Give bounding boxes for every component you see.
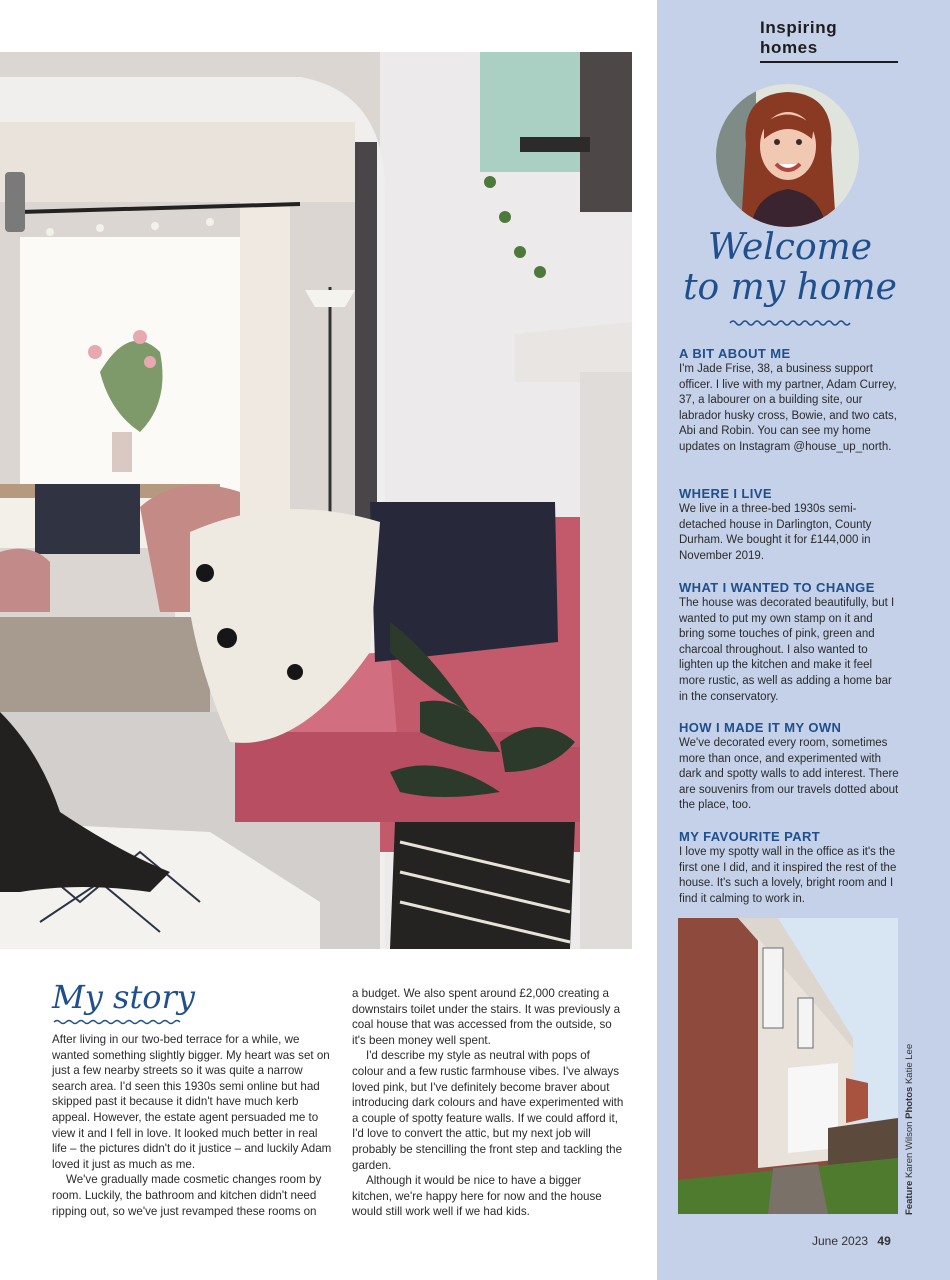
credit-feature-name: Karen Wilson — [904, 1121, 915, 1179]
page-number: 49 — [877, 1234, 891, 1248]
welcome-title — [672, 228, 908, 308]
bio-heading: MY FAVOURITE PART — [679, 829, 821, 844]
bio-text: I'm Jade Frise, 38, a business support officer. I live with my partner, Adam Currey, 37, a labourer on a building site, our labrador husky cross, Bowie, and two cats, Abi and Robin. You can see my home updates on Instagram @house_up_north. — [679, 363, 897, 453]
bio-heading: HOW I MADE IT MY OWN — [679, 720, 842, 735]
section-tag: Inspiring homes — [760, 18, 898, 63]
title-underline — [52, 1018, 184, 1026]
living-room-photo — [0, 52, 632, 949]
story-paragraph: I'd describe my style as neutral with pops of colour and a few rustic farmhouse vibes. I've always loved pink, but I've definitely become braver about introducing dark colours and have experimented with a couple of spotty feature walls. If we could afford it, I'd love to convert the attic, but my next job will probably be stencilling the front step and tackling the garden. — [352, 1049, 624, 1172]
bio-about-me — [679, 346, 901, 456]
bio-heading: A BIT ABOUT ME — [679, 346, 791, 361]
bio-heading: WHAT I WANTED TO CHANGE — [679, 580, 875, 595]
bio-what-i-wanted — [679, 580, 901, 705]
story-column-left — [52, 1032, 334, 1219]
bio-text: We've decorated every room, sometimes more than once, and experimented with dark and spotty walls to add interest. There are souvenirs from our travels dotted about the place, too. — [679, 737, 899, 812]
bio-how-i-made-it — [679, 720, 901, 814]
bio-heading: WHERE I LIVE — [679, 486, 772, 501]
photo-credit — [904, 1044, 915, 1215]
story-paragraph: We've gradually made cosmetic changes room by room. Luckily, the bathroom and kitchen didn't need ripping out, so we've just revamped these rooms on — [52, 1173, 322, 1218]
house-exterior-photo — [678, 918, 898, 1214]
credit-feature-label: Feature — [904, 1180, 915, 1215]
story-column-right — [352, 986, 624, 1220]
story-paragraph: Although it would be nice to have a bigger kitchen, we're happy here for now and the house would still work well if we had kids. — [352, 1174, 602, 1219]
welcome-line-2: to my home — [683, 267, 897, 308]
issue-date: June 2023 — [812, 1234, 869, 1248]
page-footer — [812, 1234, 891, 1248]
profile-photo — [716, 84, 859, 227]
bio-favourite-part — [679, 829, 901, 907]
bio-text: The house was decorated beautifully, but I wanted to put my own stamp on it and bring some touches of pink, green and charcoal throughout. I also wanted to lighten up the kitchen and make it feel more rustic, as well as adding a home bar in the conservatory. — [679, 597, 895, 703]
story-paragraph: a budget. We also spent around £2,000 creating a downstairs toilet under the stairs. It was previously a coal house that was accessed from the outside, so it's been money well spent. — [352, 987, 621, 1047]
bio-text: We live in a three-bed 1930s semi-detached house in Darlington, County Durham. We bought it for £144,000 in November 2019. — [679, 503, 872, 562]
bio-text: I love my spotty wall in the office as it's the first one I did, and it inspired the rest of the house. It's such a lovely, bright room and I find it calming to work in. — [679, 846, 897, 905]
credit-photos-label: Photos — [904, 1086, 915, 1119]
bio-where-i-live — [679, 486, 901, 564]
story-title: My story — [52, 978, 195, 1016]
credit-photos-name: Katie Lee — [904, 1043, 915, 1085]
story-paragraph: After living in our two-bed terrace for a while, we wanted something slightly bigger. My heart was set on just a few nearby streets so it was quite a narrow search area. I'd seen this 1930s semi online but had skipped past it because it didn't have much kerb appeal. However, the estate agent persuaded me to view it and I fell in love. It looked much better in real life – the pictures didn't do it justice – and luckily Adam loved it just as much as me. — [52, 1033, 332, 1171]
wavy-divider — [728, 318, 852, 328]
welcome-line-1: Welcome — [707, 227, 873, 268]
